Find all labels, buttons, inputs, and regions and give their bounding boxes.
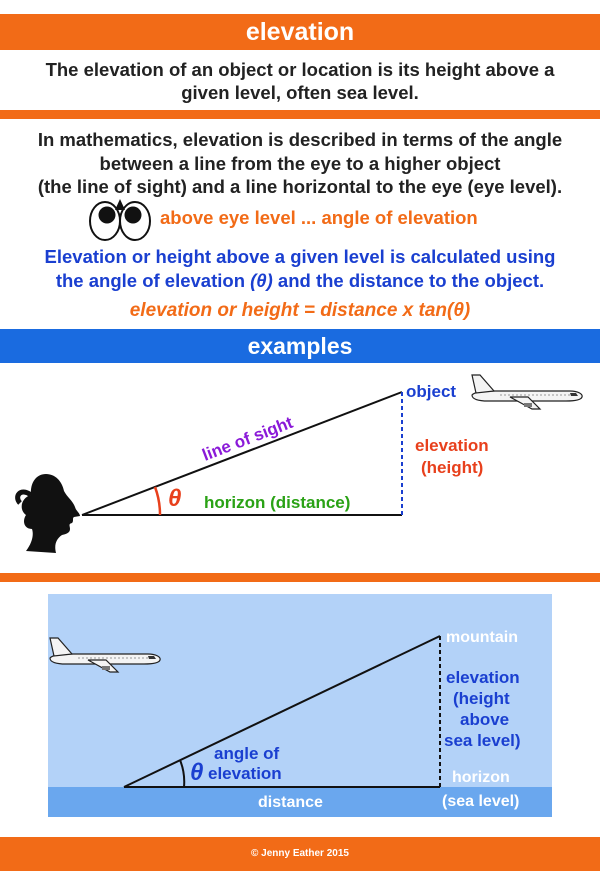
elevation-label-2d: sea level) [444, 731, 521, 750]
distance-label: distance [258, 794, 323, 811]
theta-label: θ [168, 485, 182, 512]
object-label: object [406, 382, 457, 401]
girl-silhouette-icon [18, 474, 80, 553]
copyright-text: © Jenny Eather 2015 [251, 848, 349, 859]
angle-of-label: angle of [214, 744, 280, 763]
definition-text [0, 58, 600, 104]
math-line-1: In mathematics, elevation is described in terms of the angle [37, 129, 563, 150]
definition-line-2: given level, often sea level. [181, 82, 419, 103]
page-title: elevation [245, 18, 355, 46]
elevation-label-2c: above [460, 710, 510, 729]
calc-theta: (θ) [250, 270, 273, 291]
title-bar [0, 14, 600, 50]
calc-line-1: Elevation or height above a given level is calculated using [44, 246, 556, 267]
sea-level-label: (sea level) [442, 793, 520, 810]
divider-orange [0, 110, 600, 119]
elevation-word-label: elevation [208, 764, 282, 783]
math-line-3: (the line of sight) and a line horizontal to the eye (eye level). [37, 176, 563, 197]
examples-bar [0, 329, 600, 363]
line-of-sight-label: line of sight [199, 412, 296, 465]
height-label: (height) [421, 458, 484, 477]
footer-bar [0, 837, 600, 871]
math-line-2: between a line from the eye to a higher object [99, 152, 501, 174]
calc-line-2 [0, 269, 600, 293]
calc-line-2-b: and the distance to the object. [272, 270, 545, 291]
formula: elevation or height = distance x tan(θ) [129, 300, 471, 321]
elevation-label-2a: elevation [446, 668, 520, 687]
theta-label-2: θ [190, 759, 204, 786]
diagram-mountain [0, 582, 600, 832]
horizon-distance-label: horizon (distance) [204, 493, 351, 512]
mountain-label: mountain [446, 629, 518, 646]
eye-level-label: above eye level ... angle of elevation [160, 207, 478, 228]
elevation-label-2b: (height [453, 689, 510, 708]
angle-arc [155, 487, 160, 515]
airplane-icon [472, 375, 582, 409]
examples-title: examples [247, 333, 353, 359]
calc-line-2-a: the angle of elevation [55, 270, 251, 291]
elevation-label: elevation [415, 436, 489, 455]
eyes-icon [88, 198, 154, 246]
math-text [0, 128, 600, 199]
horizon-label-2: horizon [452, 769, 510, 786]
divider-orange-2 [0, 573, 600, 582]
definition-line-1: The elevation of an object or location is its height above a [45, 59, 555, 80]
diagram-line-of-sight [0, 363, 600, 573]
calc-text [0, 245, 600, 293]
